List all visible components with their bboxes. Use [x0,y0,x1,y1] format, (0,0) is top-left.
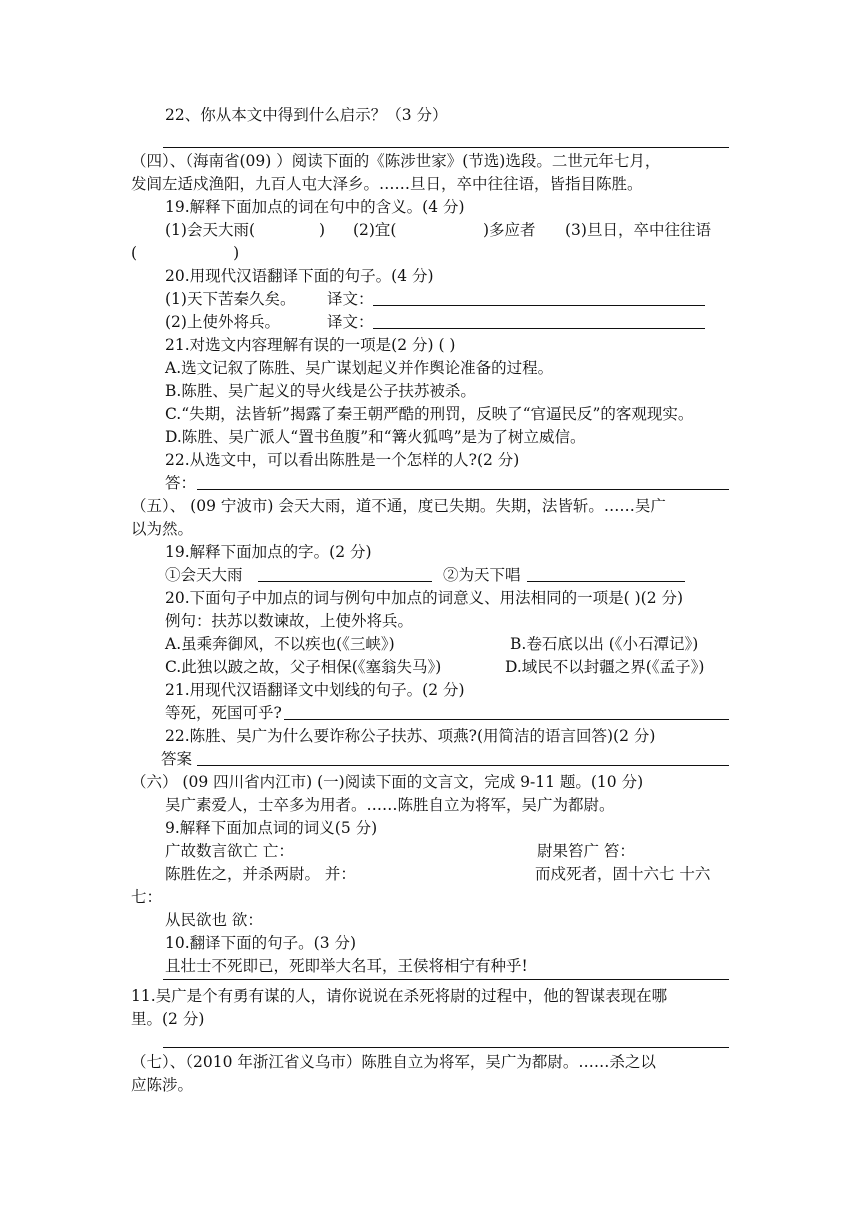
sentence-1: (1)天下苦秦久矣。 [165,290,296,308]
section-4-heading-cont: 发闾左适戍渔阳，九百人屯大泽乡。……旦日，卒中往往语，皆指目陈胜。 [131,175,643,193]
question-11: 11.吴广是个有勇有谋的人，请你说说在杀死将尉的过程中，他的智谋表现在哪 [131,987,668,1005]
answer-label: 答案 [161,750,193,768]
q9-item-4: 而戍死者，固十六七 十六 [535,865,711,883]
question-11-cont: 里。(2 分) [131,1010,205,1028]
section-5-heading: （五）、 (09 宁波市) 会天大雨，道不通，度已失期。失期，法皆斩。……吴广 [131,497,666,515]
answer-line [163,147,729,148]
item-1-blank[interactable] [258,581,432,582]
item-2-text: ②为天下唱 [443,566,521,584]
q9-item-3: 陈胜佐之，并杀两尉。 并： [165,865,356,883]
option-c: C.此独以跛之故，父子相保(《塞翁失马》) [165,658,442,676]
question-22: 22.从选文中，可以看出陈胜是一个怎样的人?(2 分) [165,451,520,469]
section-5-heading-cont: 以为然。 [131,520,194,538]
section-7-heading: （七）、（2010 年浙江省义乌市）陈胜自立为将军，吴广为都尉。……杀之以 [131,1053,656,1071]
question-10: 10.翻译下面的句子。(3 分) [165,934,357,952]
item-2-blank[interactable] [527,581,685,582]
section-6-heading: （六） (09 四川省内江市) (一)阅读下面的文言文，完成 9-11 题。(10 分) [131,773,644,791]
example-sentence: 例句：扶苏以数谏故，上使外将兵。 [165,612,414,630]
sentence-to-translate: 等死，死国可乎? [165,704,282,722]
question-20: 20.下面句子中加点的词与例句中加点的词意义、用法相同的一项是( )(2 分) [165,589,684,607]
answer-line[interactable] [163,979,729,980]
option-d: D.域民不以封疆之界(《孟子》) [505,658,705,676]
question-9: 9.解释下面加点词的词义(5 分) [165,819,378,837]
option-b: B.陈胜、吴广起义的导火线是公子扶苏被杀。 [165,382,476,400]
section-7-heading-cont: 应陈涉。 [131,1076,194,1094]
translation-blank[interactable] [284,719,729,720]
q9-item-4-cont: 七： [131,888,163,906]
option-b: B.卷石底以出 (《小石潭记》) [510,635,699,653]
item-3-text: (3)旦日，卒中往往语 [565,221,711,239]
translation-blank-1[interactable] [373,305,705,306]
item-2-close: )多应者 [483,221,536,239]
option-c: C.“失期，法皆斩”揭露了秦王朝严酷的刑罚，反映了“官逼民反”的客观现实。 [165,405,694,423]
q9-item-2: 尉果笞广 笞： [537,842,635,860]
q9-item-5: 从民欲也 欲： [165,911,263,929]
answer-label: 答： [165,474,197,492]
item-2-text: (2)宜( [352,221,397,239]
question-19: 19.解释下面加点的词在句中的含义。(4 分) [165,198,465,216]
question-19: 19.解释下面加点的字。(2 分) [165,543,372,561]
translation-label: 译文： [327,290,374,308]
answer-blank[interactable] [197,489,729,490]
question-19-items: (1)会天大雨( ) (2)宜( [165,221,397,239]
section-4-heading: （四）、（海南省(09) ）阅读下面的《陈涉世家》(节选)选段。二世元年七月， [131,152,661,170]
item-1-text: ①会天大雨 [165,566,243,584]
answer-line[interactable] [163,1047,729,1048]
translation-blank-2[interactable] [373,328,705,329]
option-a: A.选文记叙了陈胜、吴广谋划起义并作舆论准备的过程。 [165,359,554,377]
answer-blank[interactable] [197,765,729,766]
sentence-to-translate: 且壮士不死即已，死即举大名耳，王侯将相宁有种乎! [165,957,528,975]
sentence-2: (2)上使外将兵。 [165,313,280,331]
option-a: A.虽乘奔御风，不以疾也(《三峡》) [165,635,395,653]
option-d: D.陈胜、吴广派人“置书鱼腹”和“篝火狐鸣”是为了树立威信。 [165,428,586,446]
translation-label: 译文： [327,313,374,331]
question-22: 22.陈胜、吴广为什么要诈称公子扶苏、项燕?(用简洁的语言回答)(2 分) [165,727,656,745]
q9-item-1: 广故数言欲亡 亡： [165,842,294,860]
question-22-top: 22、你从本文中得到什么启示？（3 分） [165,106,448,124]
question-20: 20.用现代汉语翻译下面的句子。(4 分) [165,267,434,285]
question-21: 21.对选文内容理解有误的一项是(2 分) ( ) [165,336,456,354]
item-1-text: (1)会天大雨( [165,221,256,239]
item-3-answer: ( ) [131,244,240,262]
question-21: 21.用现代汉语翻译文中划线的句子。(2 分) [165,681,465,699]
passage-text: 吴广素爱人，士卒多为用者。……陈胜自立为将军，吴广为都尉。 [165,796,615,814]
